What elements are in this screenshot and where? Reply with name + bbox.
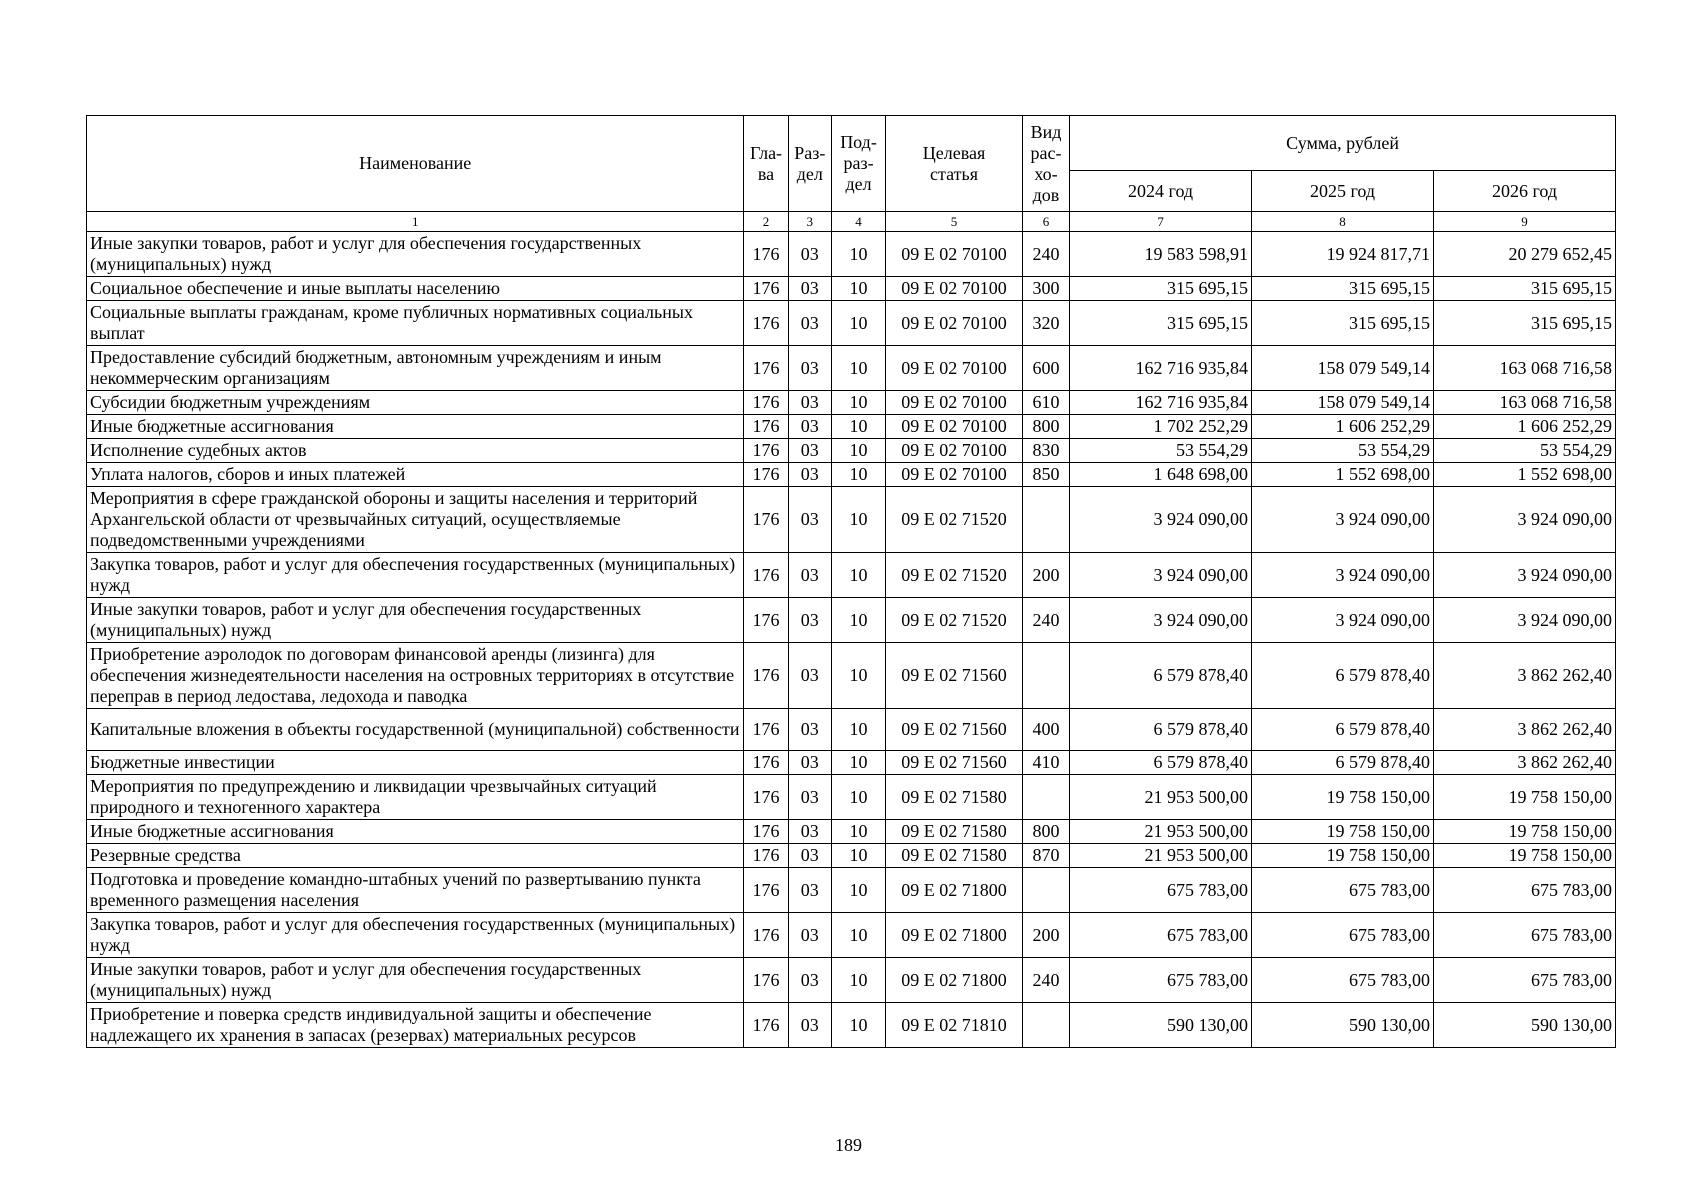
row-razdel: 03 — [788, 415, 831, 439]
row-amount-2025: 6 579 878,40 — [1252, 751, 1434, 775]
row-amount-2024: 21 953 500,00 — [1070, 820, 1252, 844]
row-amount-2024: 590 130,00 — [1070, 1003, 1252, 1048]
row-name: Иные бюджетные ассигнования — [87, 820, 744, 844]
row-amount-2026: 1 552 698,00 — [1433, 463, 1615, 487]
row-amount-2026: 3 862 262,40 — [1433, 709, 1615, 751]
table-row — [87, 958, 1616, 1003]
header-glava: Гла- ва — [744, 116, 788, 212]
row-celevaya-statya: 09 Е 02 70100 — [886, 277, 1023, 301]
header-year-2025: 2025 год — [1252, 171, 1434, 212]
row-amount-2026: 20 279 652,45 — [1433, 232, 1615, 277]
row-vid-rashodov: 240 — [1022, 598, 1069, 643]
row-name: Субсидии бюджетным учреждениям — [87, 391, 744, 415]
row-razdel: 03 — [788, 709, 831, 751]
row-amount-2026: 3 862 262,40 — [1433, 751, 1615, 775]
row-razdel: 03 — [788, 598, 831, 643]
row-razdel: 03 — [788, 643, 831, 709]
row-name: Социальное обеспечение и иные выплаты населению — [87, 277, 744, 301]
row-name: Закупка товаров, работ и услуг для обеспечения государственных (муниципальных) нужд — [87, 913, 744, 958]
row-amount-2025: 675 783,00 — [1252, 868, 1434, 913]
row-amount-2025: 590 130,00 — [1252, 1003, 1434, 1048]
row-amount-2024: 162 716 935,84 — [1070, 391, 1252, 415]
table-row — [87, 751, 1616, 775]
row-amount-2024: 675 783,00 — [1070, 913, 1252, 958]
row-amount-2025: 6 579 878,40 — [1252, 709, 1434, 751]
row-glava: 176 — [744, 277, 788, 301]
table-row — [87, 868, 1616, 913]
column-number: 6 — [1022, 212, 1069, 232]
row-razdel: 03 — [788, 751, 831, 775]
row-celevaya-statya: 09 Е 02 70100 — [886, 301, 1023, 346]
row-celevaya-statya: 09 Е 02 71520 — [886, 487, 1023, 553]
table-row — [87, 277, 1616, 301]
header-razdel: Раз- дел — [788, 116, 831, 212]
row-amount-2026: 315 695,15 — [1433, 277, 1615, 301]
row-razdel: 03 — [788, 844, 831, 868]
row-razdel: 03 — [788, 820, 831, 844]
table-row — [87, 415, 1616, 439]
row-amount-2026: 675 783,00 — [1433, 958, 1615, 1003]
row-amount-2024: 675 783,00 — [1070, 958, 1252, 1003]
row-amount-2025: 3 924 090,00 — [1252, 487, 1434, 553]
row-vid-rashodov: 400 — [1022, 709, 1069, 751]
row-podrazdel: 10 — [831, 553, 885, 598]
row-celevaya-statya: 09 Е 02 71560 — [886, 643, 1023, 709]
row-glava: 176 — [744, 346, 788, 391]
row-amount-2026: 163 068 716,58 — [1433, 391, 1615, 415]
row-amount-2025: 315 695,15 — [1252, 277, 1434, 301]
row-razdel: 03 — [788, 1003, 831, 1048]
row-name: Уплата налогов, сборов и иных платежей — [87, 463, 744, 487]
row-name: Иные закупки товаров, работ и услуг для обеспечения государственных (муниципальных) нужд — [87, 958, 744, 1003]
row-name: Предоставление субсидий бюджетным, автономным учреждениям и иным некоммерческим организациям — [87, 346, 744, 391]
row-glava: 176 — [744, 775, 788, 820]
row-amount-2024: 1 702 252,29 — [1070, 415, 1252, 439]
row-podrazdel: 10 — [831, 439, 885, 463]
table-row — [87, 439, 1616, 463]
header-vid-rashodov: Вид рас- хо- дов — [1022, 116, 1069, 212]
row-vid-rashodov: 800 — [1022, 820, 1069, 844]
row-vid-rashodov: 320 — [1022, 301, 1069, 346]
table-row — [87, 643, 1616, 709]
row-amount-2025: 3 924 090,00 — [1252, 553, 1434, 598]
row-amount-2026: 675 783,00 — [1433, 913, 1615, 958]
row-amount-2025: 1 606 252,29 — [1252, 415, 1434, 439]
header-summa: Сумма, рублей — [1070, 116, 1616, 171]
row-amount-2025: 158 079 549,14 — [1252, 391, 1434, 415]
row-amount-2025: 675 783,00 — [1252, 958, 1434, 1003]
row-amount-2024: 162 716 935,84 — [1070, 346, 1252, 391]
row-glava: 176 — [744, 820, 788, 844]
table-row — [87, 1003, 1616, 1048]
table-row — [87, 598, 1616, 643]
row-celevaya-statya: 09 Е 02 71800 — [886, 913, 1023, 958]
row-glava: 176 — [744, 391, 788, 415]
table-row — [87, 301, 1616, 346]
row-celevaya-statya: 09 Е 02 70100 — [886, 439, 1023, 463]
row-name: Иные бюджетные ассигнования — [87, 415, 744, 439]
row-celevaya-statya: 09 Е 02 71800 — [886, 958, 1023, 1003]
row-razdel: 03 — [788, 301, 831, 346]
row-amount-2026: 315 695,15 — [1433, 301, 1615, 346]
row-celevaya-statya: 09 Е 02 70100 — [886, 463, 1023, 487]
row-amount-2025: 19 758 150,00 — [1252, 820, 1434, 844]
row-name: Исполнение судебных актов — [87, 439, 744, 463]
row-glava: 176 — [744, 1003, 788, 1048]
row-vid-rashodov: 870 — [1022, 844, 1069, 868]
table-row — [87, 553, 1616, 598]
column-number: 5 — [886, 212, 1023, 232]
row-amount-2024: 3 924 090,00 — [1070, 598, 1252, 643]
row-glava: 176 — [744, 868, 788, 913]
row-amount-2024: 315 695,15 — [1070, 301, 1252, 346]
row-podrazdel: 10 — [831, 391, 885, 415]
budget-table — [86, 115, 1616, 1048]
row-amount-2026: 3 924 090,00 — [1433, 598, 1615, 643]
row-amount-2024: 315 695,15 — [1070, 277, 1252, 301]
row-amount-2024: 3 924 090,00 — [1070, 487, 1252, 553]
row-amount-2026: 675 783,00 — [1433, 868, 1615, 913]
row-name: Капитальные вложения в объекты государственной (муниципальной) собственности — [87, 709, 744, 751]
row-amount-2025: 19 758 150,00 — [1252, 775, 1434, 820]
row-razdel: 03 — [788, 487, 831, 553]
row-glava: 176 — [744, 958, 788, 1003]
row-razdel: 03 — [788, 553, 831, 598]
row-vid-rashodov: 200 — [1022, 913, 1069, 958]
row-amount-2025: 675 783,00 — [1252, 913, 1434, 958]
row-amount-2026: 19 758 150,00 — [1433, 775, 1615, 820]
header-celevaya-statya: Целевая статья — [886, 116, 1023, 212]
row-vid-rashodov: 240 — [1022, 958, 1069, 1003]
row-amount-2025: 6 579 878,40 — [1252, 643, 1434, 709]
row-amount-2024: 53 554,29 — [1070, 439, 1252, 463]
row-amount-2025: 1 552 698,00 — [1252, 463, 1434, 487]
row-vid-rashodov: 800 — [1022, 415, 1069, 439]
row-vid-rashodov — [1022, 868, 1069, 913]
row-vid-rashodov — [1022, 643, 1069, 709]
row-amount-2026: 3 924 090,00 — [1433, 487, 1615, 553]
row-amount-2025: 158 079 549,14 — [1252, 346, 1434, 391]
row-amount-2024: 3 924 090,00 — [1070, 553, 1252, 598]
row-glava: 176 — [744, 232, 788, 277]
column-number: 2 — [744, 212, 788, 232]
row-celevaya-statya: 09 Е 02 70100 — [886, 232, 1023, 277]
header-podrazdel: Под- раз- дел — [831, 116, 885, 212]
row-name: Социальные выплаты гражданам, кроме публичных нормативных социальных выплат — [87, 301, 744, 346]
row-razdel: 03 — [788, 232, 831, 277]
row-celevaya-statya: 09 Е 02 71560 — [886, 751, 1023, 775]
table-row — [87, 775, 1616, 820]
row-name: Иные закупки товаров, работ и услуг для обеспечения государственных (муниципальных) нужд — [87, 598, 744, 643]
row-podrazdel: 10 — [831, 232, 885, 277]
row-podrazdel: 10 — [831, 463, 885, 487]
row-vid-rashodov: 830 — [1022, 439, 1069, 463]
table-row — [87, 346, 1616, 391]
row-vid-rashodov: 200 — [1022, 553, 1069, 598]
row-celevaya-statya: 09 Е 02 71560 — [886, 709, 1023, 751]
row-podrazdel: 10 — [831, 301, 885, 346]
header-year-2026: 2026 год — [1433, 171, 1615, 212]
table-body — [87, 232, 1616, 1048]
row-glava: 176 — [744, 415, 788, 439]
row-glava: 176 — [744, 439, 788, 463]
row-amount-2026: 19 758 150,00 — [1433, 844, 1615, 868]
row-podrazdel: 10 — [831, 415, 885, 439]
table-row — [87, 913, 1616, 958]
row-podrazdel: 10 — [831, 277, 885, 301]
row-podrazdel: 10 — [831, 913, 885, 958]
column-number: 4 — [831, 212, 885, 232]
row-podrazdel: 10 — [831, 709, 885, 751]
row-vid-rashodov: 850 — [1022, 463, 1069, 487]
row-celevaya-statya: 09 Е 02 70100 — [886, 415, 1023, 439]
row-name: Закупка товаров, работ и услуг для обеспечения государственных (муниципальных) нужд — [87, 553, 744, 598]
row-glava: 176 — [744, 844, 788, 868]
row-podrazdel: 10 — [831, 346, 885, 391]
row-name: Мероприятия в сфере гражданской обороны и защиты населения и территорий Архангельской области от чрезвычайных ситуаций, осуществляемые подведомственными учреждениями — [87, 487, 744, 553]
row-razdel: 03 — [788, 958, 831, 1003]
row-celevaya-statya: 09 Е 02 71580 — [886, 820, 1023, 844]
row-razdel: 03 — [788, 463, 831, 487]
row-amount-2026: 3 862 262,40 — [1433, 643, 1615, 709]
row-amount-2024: 21 953 500,00 — [1070, 844, 1252, 868]
row-amount-2024: 6 579 878,40 — [1070, 751, 1252, 775]
header-year-2024: 2024 год — [1070, 171, 1252, 212]
row-vid-rashodov: 300 — [1022, 277, 1069, 301]
row-razdel: 03 — [788, 391, 831, 415]
row-amount-2025: 19 758 150,00 — [1252, 844, 1434, 868]
table-row — [87, 709, 1616, 751]
row-name: Иные закупки товаров, работ и услуг для обеспечения государственных (муниципальных) нужд — [87, 232, 744, 277]
row-amount-2026: 163 068 716,58 — [1433, 346, 1615, 391]
row-amount-2025: 3 924 090,00 — [1252, 598, 1434, 643]
column-number: 7 — [1070, 212, 1252, 232]
table-row — [87, 487, 1616, 553]
column-number: 1 — [87, 212, 744, 232]
row-glava: 176 — [744, 598, 788, 643]
row-glava: 176 — [744, 487, 788, 553]
row-vid-rashodov: 410 — [1022, 751, 1069, 775]
row-vid-rashodov — [1022, 487, 1069, 553]
table-row — [87, 391, 1616, 415]
row-celevaya-statya: 09 Е 02 71580 — [886, 775, 1023, 820]
column-number: 9 — [1433, 212, 1615, 232]
row-amount-2024: 21 953 500,00 — [1070, 775, 1252, 820]
row-vid-rashodov: 610 — [1022, 391, 1069, 415]
row-razdel: 03 — [788, 277, 831, 301]
column-number-row — [87, 212, 1616, 232]
page-number: 189 — [835, 1135, 862, 1155]
table-row — [87, 463, 1616, 487]
row-amount-2026: 3 924 090,00 — [1433, 553, 1615, 598]
row-vid-rashodov: 600 — [1022, 346, 1069, 391]
row-amount-2026: 19 758 150,00 — [1433, 820, 1615, 844]
row-glava: 176 — [744, 301, 788, 346]
row-razdel: 03 — [788, 868, 831, 913]
row-glava: 176 — [744, 643, 788, 709]
row-podrazdel: 10 — [831, 958, 885, 1003]
row-name: Бюджетные инвестиции — [87, 751, 744, 775]
table-header — [87, 116, 1616, 232]
row-podrazdel: 10 — [831, 868, 885, 913]
row-podrazdel: 10 — [831, 1003, 885, 1048]
row-celevaya-statya: 09 Е 02 71520 — [886, 553, 1023, 598]
table-row — [87, 232, 1616, 277]
row-celevaya-statya: 09 Е 02 71810 — [886, 1003, 1023, 1048]
row-razdel: 03 — [788, 775, 831, 820]
row-glava: 176 — [744, 709, 788, 751]
row-razdel: 03 — [788, 346, 831, 391]
row-amount-2025: 19 924 817,71 — [1252, 232, 1434, 277]
row-amount-2025: 315 695,15 — [1252, 301, 1434, 346]
row-celevaya-statya: 09 Е 02 70100 — [886, 391, 1023, 415]
row-amount-2024: 6 579 878,40 — [1070, 709, 1252, 751]
row-amount-2026: 53 554,29 — [1433, 439, 1615, 463]
column-number: 3 — [788, 212, 831, 232]
row-celevaya-statya: 09 Е 02 70100 — [886, 346, 1023, 391]
header-name: Наименование — [87, 116, 744, 212]
row-amount-2024: 19 583 598,91 — [1070, 232, 1252, 277]
row-podrazdel: 10 — [831, 751, 885, 775]
row-razdel: 03 — [788, 439, 831, 463]
row-name: Приобретение аэролодок по договорам финансовой аренды (лизинга) для обеспечения жизнедеятельности населения на островных территориях в отсутствие переправ в период ледостава, ледохода и паводка — [87, 643, 744, 709]
row-podrazdel: 10 — [831, 487, 885, 553]
row-podrazdel: 10 — [831, 598, 885, 643]
row-glava: 176 — [744, 751, 788, 775]
row-celevaya-statya: 09 Е 02 71520 — [886, 598, 1023, 643]
row-podrazdel: 10 — [831, 820, 885, 844]
row-amount-2025: 53 554,29 — [1252, 439, 1434, 463]
row-vid-rashodov: 240 — [1022, 232, 1069, 277]
row-amount-2024: 1 648 698,00 — [1070, 463, 1252, 487]
row-name: Подготовка и проведение командно-штабных учений по развертыванию пункта временного размещения населения — [87, 868, 744, 913]
row-name: Резервные средства — [87, 844, 744, 868]
row-podrazdel: 10 — [831, 775, 885, 820]
row-amount-2024: 6 579 878,40 — [1070, 643, 1252, 709]
row-celevaya-statya: 09 Е 02 71800 — [886, 868, 1023, 913]
row-vid-rashodov — [1022, 775, 1069, 820]
table-row — [87, 844, 1616, 868]
row-name: Мероприятия по предупреждению и ликвидации чрезвычайных ситуаций природного и техногенного характера — [87, 775, 744, 820]
row-glava: 176 — [744, 463, 788, 487]
row-amount-2026: 590 130,00 — [1433, 1003, 1615, 1048]
row-celevaya-statya: 09 Е 02 71580 — [886, 844, 1023, 868]
row-name: Приобретение и поверка средств индивидуальной защиты и обеспечение надлежащего их хранения в запасах (резервах) материальных ресурсов — [87, 1003, 744, 1048]
row-glava: 176 — [744, 913, 788, 958]
column-number: 8 — [1252, 212, 1434, 232]
row-vid-rashodov — [1022, 1003, 1069, 1048]
table-row — [87, 820, 1616, 844]
row-amount-2024: 675 783,00 — [1070, 868, 1252, 913]
row-podrazdel: 10 — [831, 643, 885, 709]
row-razdel: 03 — [788, 913, 831, 958]
row-glava: 176 — [744, 553, 788, 598]
row-podrazdel: 10 — [831, 844, 885, 868]
row-amount-2026: 1 606 252,29 — [1433, 415, 1615, 439]
